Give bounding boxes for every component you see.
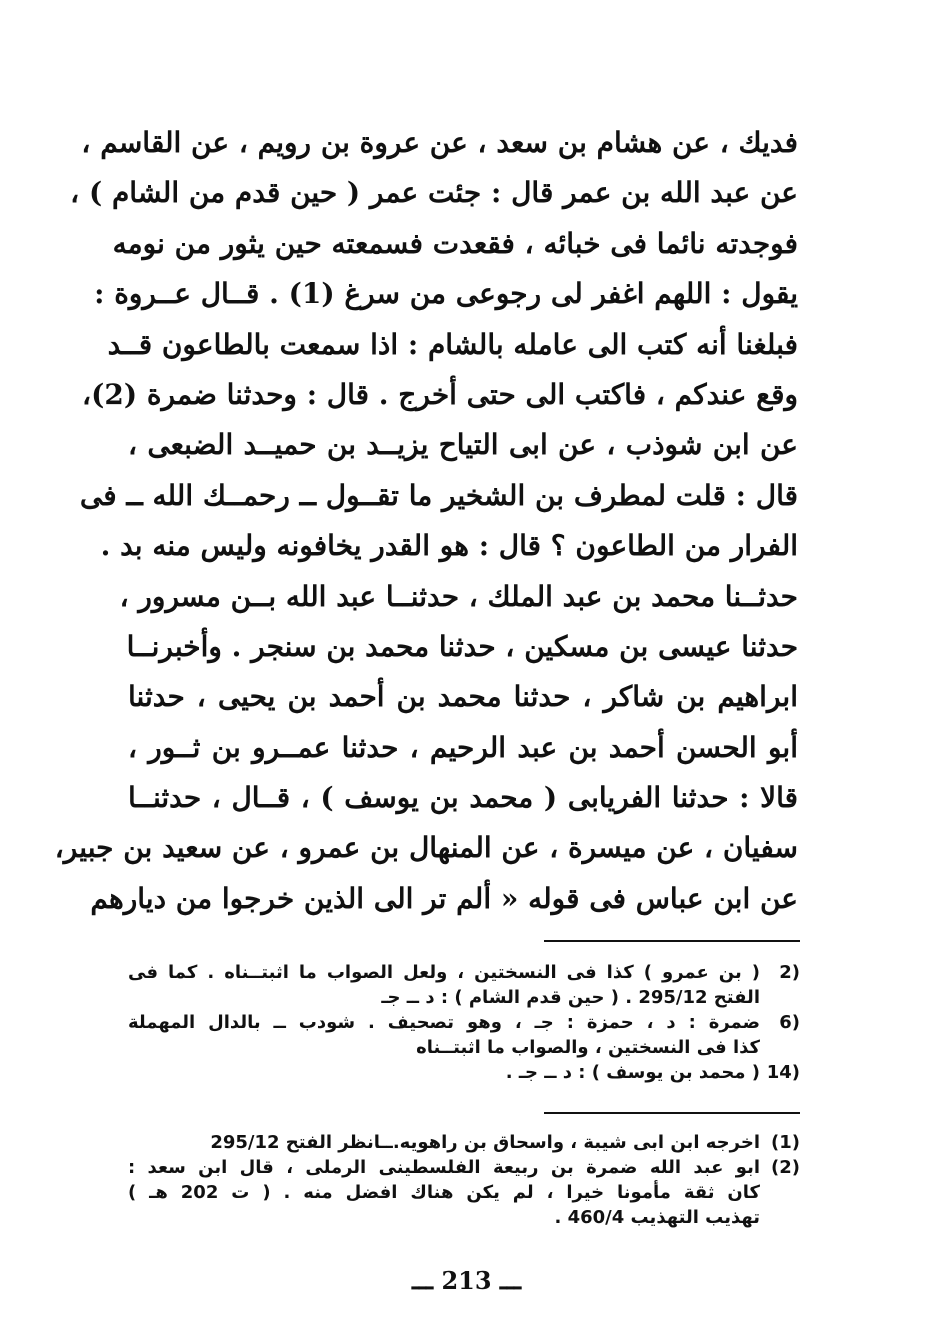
- text-line: يقول : اللهم اغفر لى رجوعى من سرغ (1) . قــال عــروة :: [94, 277, 798, 311]
- source-note: [128, 1155, 800, 1230]
- page-number: ـــ 213 ـــ: [411, 1266, 521, 1295]
- text-line: حدثنا عيسى بن مسكين ، حدثنا محمد بن سنجر . وأخبرنــا: [126, 629, 798, 663]
- text-line: فديك ، عن هشام بن سعد ، عن عروة بن رويم ، عن القاسم ،: [81, 126, 798, 159]
- main-text: [54, 118, 798, 924]
- text-line: أبو الحسن أحمد بن عبد الرحيم ، حدثنا عمــرو بن ثــور ،: [128, 730, 798, 764]
- note-line: ( محمد بن يوسف ) : د ــ جـ .: [505, 1062, 760, 1083]
- text-line: الفرار من الطاعون ؟ قال : هو القدر يخافونه وليس منه بد .: [100, 529, 798, 563]
- source-note: [128, 1130, 800, 1155]
- text-line: فبلغنا أنه كتب الى عامله بالشام : اذا سمعت بالطاعون قــد: [107, 327, 798, 361]
- text-line: حدثــنا محمد بن عبد الملك ، حدثنــا عبد الله بــن مسرور ،: [119, 579, 798, 613]
- variant-notes: [128, 960, 800, 1085]
- text-line: وقع عندكم ، فاكتب الى حتى أخرج . قال : وحدثنا ضمرة (2)،: [82, 377, 798, 411]
- text-line: عن عبد الله بن عمر قال : جئت عمر ( حين قدم من الشام ) ،: [70, 176, 798, 210]
- note-number: 14): [766, 1062, 800, 1083]
- variant-note: [128, 1060, 800, 1085]
- note-line: الفتح 295/12 . ( حين قدم الشام ) : د ــ جـ: [381, 987, 760, 1008]
- text-line: قال : قلت لمطرف بن الشخير ما تقــول ــ رحمــك الله ــ فى: [79, 478, 798, 512]
- variant-note: [128, 960, 800, 1010]
- text-line: عن ابن عباس فى قوله « ألم تر الى الذين خرجوا من ديارهم: [90, 881, 798, 915]
- note-line: اخرجه ابن ابى شيبة ، واسحاق بن راهويه.ــانظر الفتح 295/12: [210, 1132, 760, 1153]
- text-line: قالا : حدثنا الفريابى ( محمد بن يوسف ) ، قــال ، حدثنــا: [128, 781, 798, 815]
- note-line: كان ثقة مأمونا خيرا ، لم يكن هناك افضل منه . ( ت 202 هـ ): [128, 1182, 760, 1203]
- variant-note: [128, 1010, 800, 1060]
- note-line: ابو عبد الله ضمرة بن ربيعة الفلسطينى الرملى ، قال ابن سعد :: [128, 1157, 760, 1178]
- text-line: سفيان ، عن ميسرة ، عن المنهال بن عمرو ، عن سعيد بن جبير،: [54, 831, 798, 865]
- note-number: (1): [771, 1132, 800, 1153]
- text-line: ابراهيم بن شاكر ، حدثنا محمد بن أحمد بن يحيى ، حدثنا: [128, 680, 798, 714]
- note-line: ( بن عمرو ) كذا فى النسختين ، ولعل الصواب ما اثبتــناه . كما فى: [128, 962, 760, 983]
- text-line: عن ابن شوذب ، عن ابى التياح يزيــد بن حميــد الضبعى ،: [128, 428, 798, 462]
- footnote-divider-sources: [544, 1112, 800, 1114]
- note-line: ضمرة : د ، حمزة : جـ ، وهو تصحيف . شودب ــ بالدال المهملة: [128, 1012, 760, 1033]
- note-line: تهذيب التهذيب 460/4 .: [554, 1207, 760, 1228]
- text-line: فوجدته نائما فى خبائه ، فقعدت فسمعته حين يثور من نومه: [112, 226, 798, 260]
- note-number: 6): [779, 1012, 800, 1033]
- source-notes: [128, 1130, 800, 1230]
- footnote-divider-variants: [544, 940, 800, 942]
- note-number: (2): [771, 1157, 800, 1178]
- note-line: كذا فى النسختين ، والصواب ما اثبتــناه: [416, 1037, 760, 1058]
- note-number: 2): [779, 962, 800, 983]
